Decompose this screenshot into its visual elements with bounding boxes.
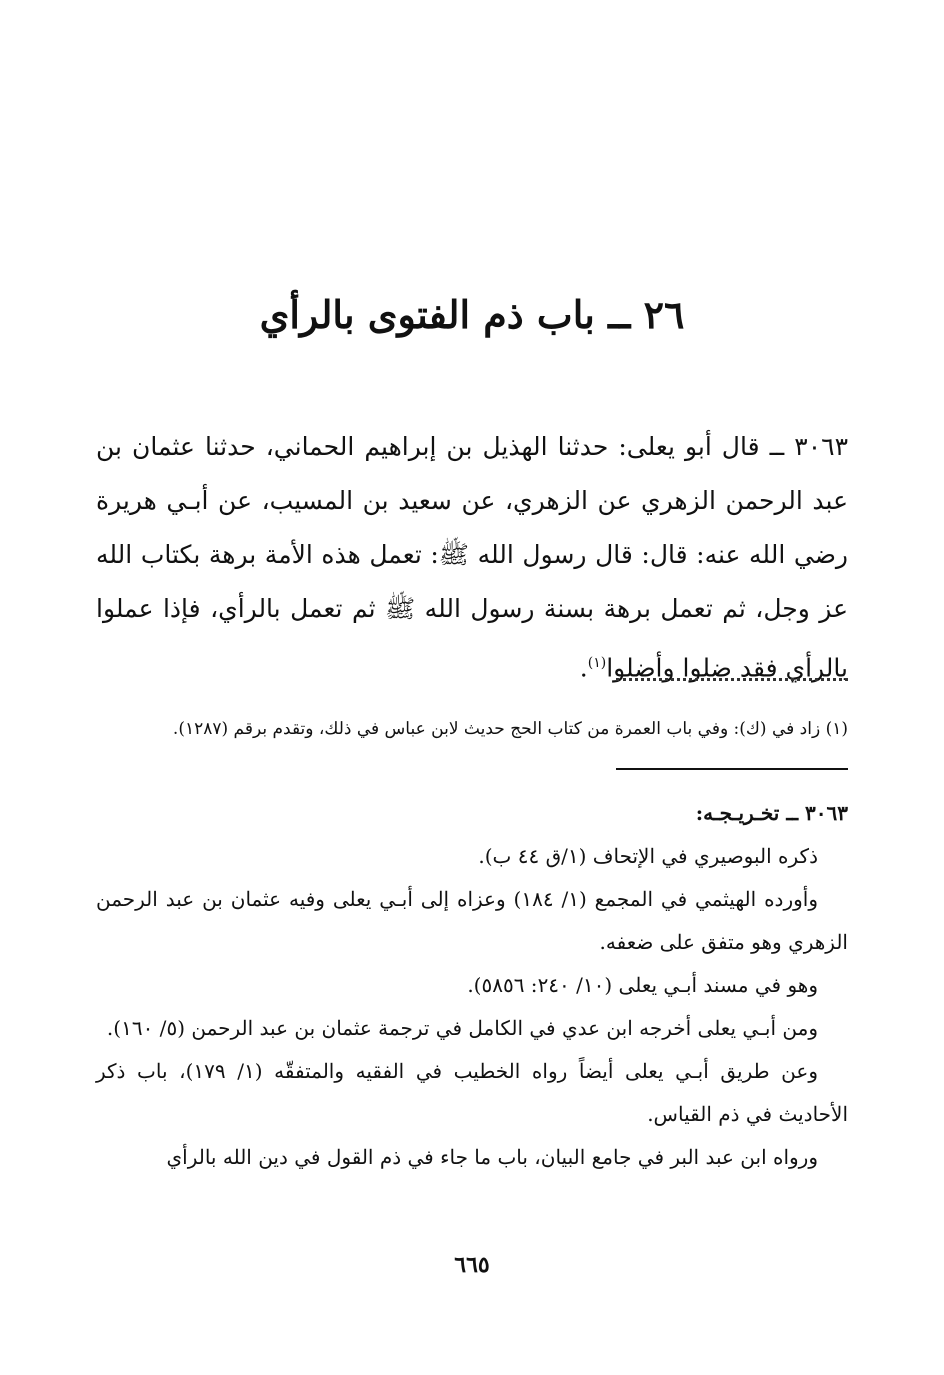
- takhrij-section: [96, 792, 848, 1179]
- footnote-ref: (١): [587, 655, 607, 671]
- takhrij-paragraph: وهو في مسند أبـي يعلى (١٠/ ٢٤٠: ٥٨٥٦).: [467, 973, 818, 997]
- takhrij-paragraph: ذكره البوصيري في الإتحاف (١/ق ٤٤ ب).: [478, 844, 818, 868]
- hadith-end: .: [579, 653, 588, 683]
- takhrij-paragraph: ومن أبـي يعلى أخرجه ابن عدي في الكامل في ترجمة عثمان بن عبد الرحمن (٥/ ١٦٠).: [106, 1016, 818, 1040]
- section-rule: [616, 768, 848, 770]
- takhrij-paragraph: وأورده الهيثمي في المجمع (١/ ١٨٤) وعزاه إلى أبـي يعلى وفيه عثمان بن عبد الرحمن الزهري وهو متفق على ضعفه.: [96, 887, 848, 954]
- chapter-title: ٢٦ ــ باب ذم الفتوى بالرأي: [259, 292, 685, 337]
- footnote: (١) زاد في (ك): وفي باب العمرة من كتاب الحج حديث لابن عباس في ذلك، وتقدم برقم (١٢٨٧).: [172, 719, 848, 739]
- takhrij-heading: ٣٠٦٣ ــ تخـريـجـه:: [695, 801, 848, 825]
- page-number: ٦٦٥: [454, 1252, 490, 1278]
- footnote-separator: [616, 678, 848, 681]
- takhrij-paragraph: وعن طريق أبـي يعلى أيضاً رواه الخطيب في الفقيه والمتفقّه (١/ ١٧٩)، باب ذكر الأحاديث في ذم القياس.: [96, 1059, 848, 1126]
- hadith-text: [96, 420, 848, 695]
- takhrij-paragraph: ورواه ابن عبد البر في جامع البيان، باب ما جاء في ذم القول في دين الله بالرأي: [166, 1145, 818, 1169]
- hadith-body: ٣٠٦٣ ــ قال أبو يعلى: حدثنا الهذيل بن إبراهيم الحماني، حدثنا عثمان بن عبد الرحمن الزهري عن الزهري، عن سعيد بن المسيب، عن أبـي هريرة رضي الله عنه: قال: قال رسول الله ﷺ: تعمل هذه الأمة برهة بكتاب الله عز وجل، ثم تعمل برهة بسنة رسول الله ﷺ ثم تعمل بالرأي، فإذا عملوا بالرأي فقد ضلوا وأضلوا: [96, 432, 848, 683]
